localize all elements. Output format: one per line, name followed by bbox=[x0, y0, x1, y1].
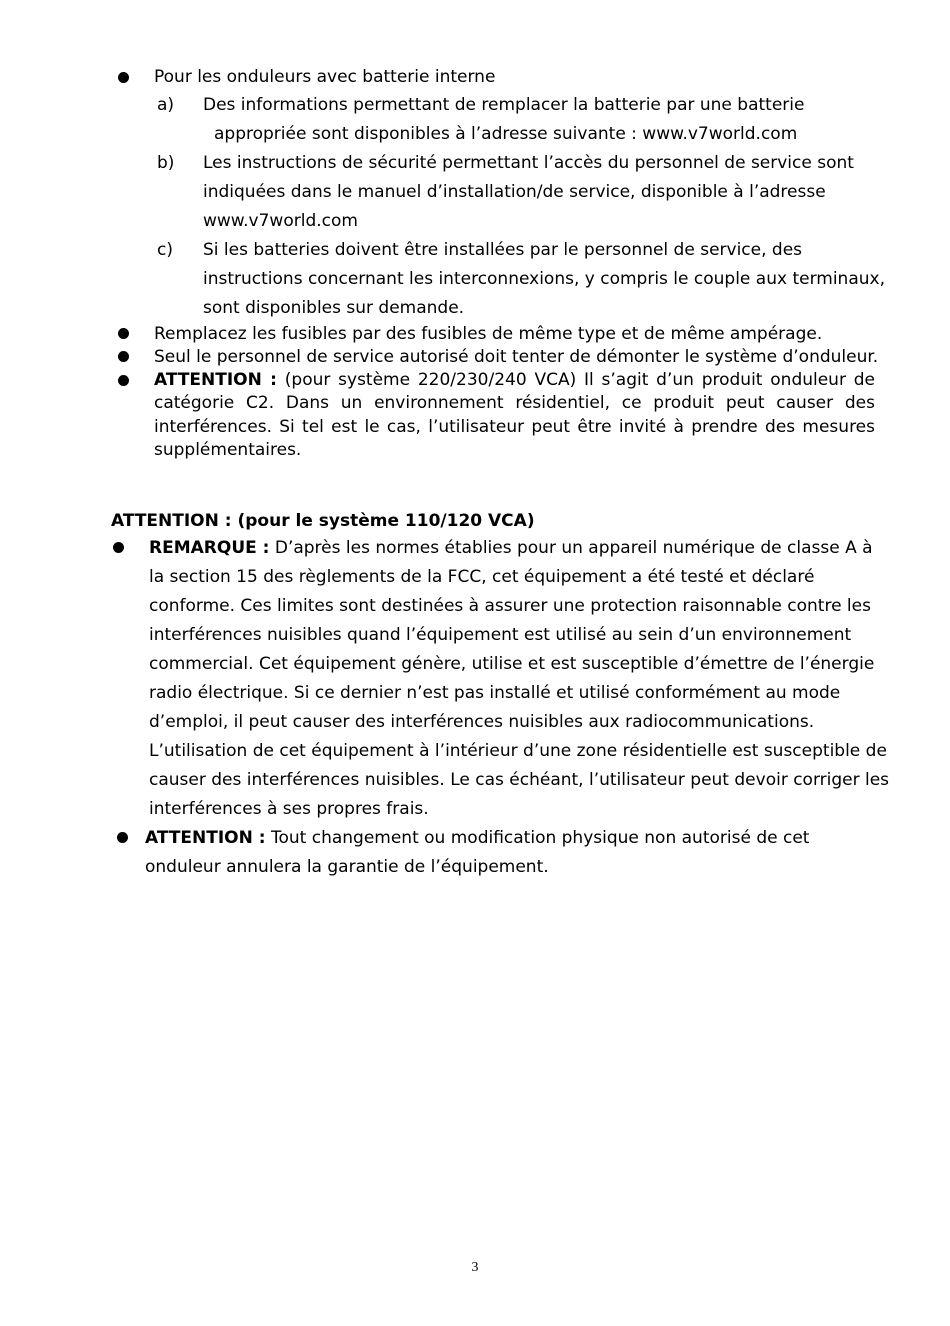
item-c-line-1: Si les batteries doivent être installées par le personnel de service, des bbox=[203, 240, 803, 260]
bullet-icon bbox=[118, 351, 129, 362]
bullet-text-service-personnel: Seul le personnel de service autorisé doit tenter de démonter le système d’onduleur. bbox=[154, 347, 879, 367]
bullet-text-fuses: Remplacez les fusibles par des fusibles de même type et de même ampérage. bbox=[154, 324, 823, 344]
item-a-line-2: appropriée sont disponibles à l’adresse suivante : www.v7world.com bbox=[214, 124, 798, 144]
list-marker-a: a) bbox=[157, 95, 175, 115]
list-marker-c: c) bbox=[157, 240, 173, 260]
bullet-text-internal-battery: Pour les onduleurs avec batterie interne bbox=[154, 67, 496, 87]
remarque-line-6: radio électrique. Si ce dernier n’est pas installé et utilisé conformément au mode bbox=[149, 683, 841, 703]
section-heading: ATTENTION : (pour le système 110/120 VCA) bbox=[111, 511, 535, 531]
remarque-text-1: D’après les normes établies pour un appareil numérique de classe A à bbox=[274, 538, 873, 558]
attention-label: ATTENTION : bbox=[154, 370, 277, 390]
bullet-text-attention-c2 bbox=[154, 369, 875, 462]
remarque-line-2: la section 15 des règlements de la FCC, cet équipement a été testé et déclaré bbox=[149, 567, 815, 587]
item-b-line-1: Les instructions de sécurité permettant l’accès du personnel de service sont bbox=[203, 153, 854, 173]
page-number: 3 bbox=[471, 1260, 479, 1275]
remarque-line-3: conforme. Ces limites sont destinées à assurer une protection raisonnable contre les bbox=[149, 596, 871, 616]
list-marker-b: b) bbox=[157, 153, 175, 173]
bullet-icon bbox=[113, 542, 124, 553]
remarque-line-10: interférences à ses propres frais. bbox=[149, 799, 429, 819]
item-c-line-3: sont disponibles sur demande. bbox=[203, 298, 465, 318]
remarque-line-8: L’utilisation de cet équipement à l’intérieur d’une zone résidentielle est susceptible de bbox=[149, 741, 887, 761]
attention-label: ATTENTION : bbox=[145, 828, 266, 848]
attention-modification-line-1 bbox=[145, 827, 809, 849]
item-c-line-2: instructions concernant les interconnexions, y compris le couple aux terminaux, bbox=[203, 269, 885, 289]
attention-c2-text: (pour système 220/230/240 VCA) Il s’agit d’un produit onduleur de catégorie C2. Dans un environnement résidentiel, ce produit peut causer des interférences. Si tel est le cas, l’utilisateur peut être invité à prendre des mesures supplémentaires. bbox=[154, 370, 875, 460]
remarque-label: REMARQUE : bbox=[149, 538, 270, 558]
item-a-line-1: Des informations permettant de remplacer la batterie par une batterie bbox=[203, 95, 805, 115]
remarque-line-9: causer des interférences nuisibles. Le cas échéant, l’utilisateur peut devoir corriger les bbox=[149, 770, 890, 790]
bullet-icon bbox=[118, 328, 129, 339]
remarque-line-7: d’emploi, il peut causer des interférences nuisibles aux radiocommunications. bbox=[149, 712, 815, 732]
item-b-line-3: www.v7world.com bbox=[203, 211, 358, 231]
remarque-line-5: commercial. Cet équipement génère, utilise et est susceptible d’émettre de l’énergie bbox=[149, 654, 875, 674]
bullet-icon bbox=[118, 375, 129, 386]
bullet-icon bbox=[117, 832, 128, 843]
remarque-line-4: interférences nuisibles quand l’équipement est utilisé au sein d’un environnement bbox=[149, 625, 852, 645]
bullet-icon bbox=[118, 72, 129, 83]
item-b-line-2: indiquées dans le manuel d’installation/de service, disponible à l’adresse bbox=[203, 182, 826, 202]
attention-modification-line-2: onduleur annulera la garantie de l’équipement. bbox=[145, 857, 549, 877]
attention-modification-text-1: Tout changement ou modification physique non autorisé de cet bbox=[270, 828, 810, 848]
remarque-line-1 bbox=[149, 537, 873, 559]
